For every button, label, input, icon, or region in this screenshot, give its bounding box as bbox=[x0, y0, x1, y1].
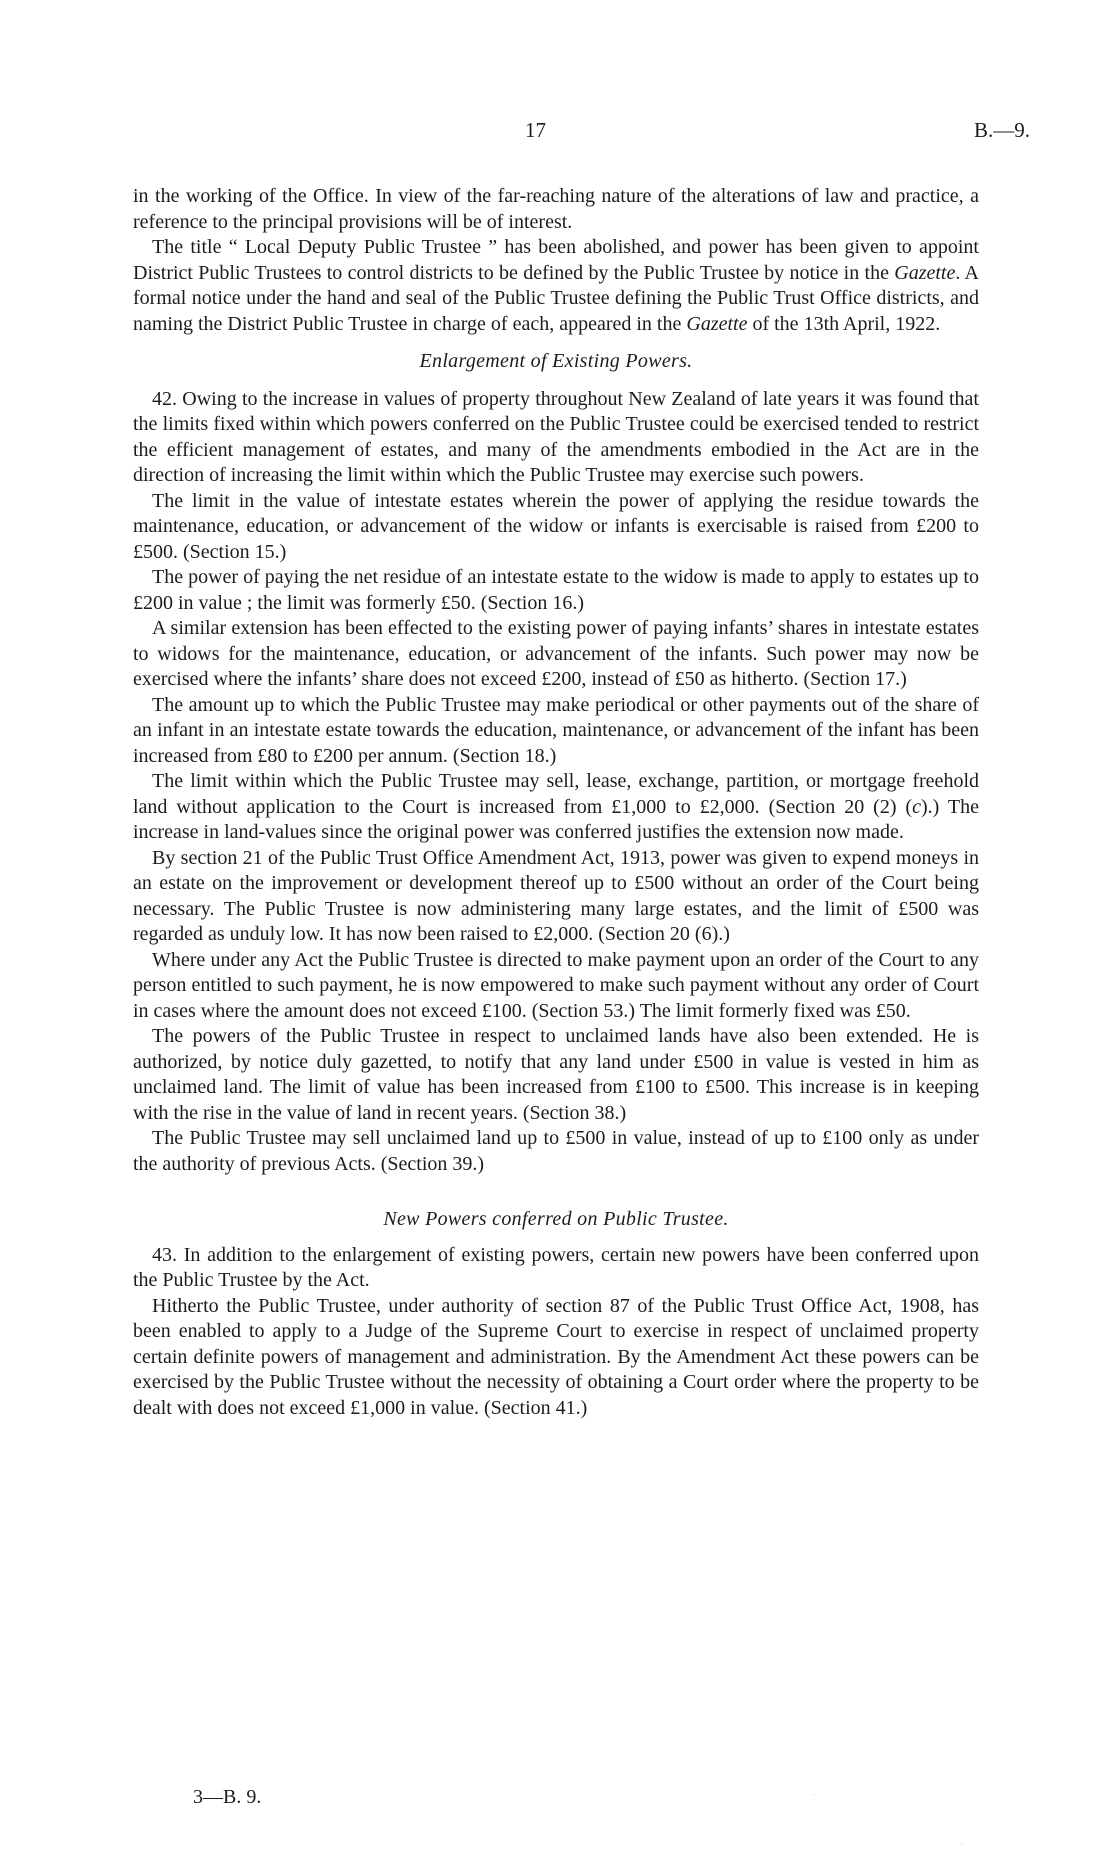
paragraph: The amount up to which the Public Trustee may make periodical or other payments out of the share of an infant in an intestate estate towards the education, maintenance, or advancement of the infant has been increased from £80 to £200 per annum. (Section 18.) bbox=[133, 693, 979, 767]
page-number: 17 bbox=[525, 118, 546, 142]
paragraph: The power of paying the net residue of an intestate estate to the widow is made to apply to estates up to £200 in value ; the limit was formerly £50. (Section 16.) bbox=[133, 566, 979, 614]
text-run: . A formal notice under the hand and seal of the Public Trustee defining the Public Trust Office districts, and naming the District Public Trustee in charge of each, appeared in the bbox=[133, 261, 980, 335]
paragraph: By section 21 of the Public Trust Office Amendment Act, 1913, power was given to expend moneys in an estate on the improvement or development thereof up to £500 without an order of the Court being necessary. The Public Trustee is now administering many large estates, and the limit of £500 was regarded as unduly low. It has now been raised to £2,000. (Section 20 (6).) bbox=[133, 846, 979, 945]
paragraph: 43. In addition to the enlargement of existing powers, certain new powers have been conferred upon the Public Trustee by the Act. bbox=[133, 1243, 979, 1291]
italic-letter: c bbox=[912, 795, 921, 818]
paragraph: The powers of the Public Trustee in respect to unclaimed lands have also been extended. He is authorized, by notice duly gazetted, to notify that any land under £500 in value is vested in him as unclaimed land. The limit of value has been increased from £100 to £500. This increase is in keeping with the rise in the value of land in recent years. (Section 38.) bbox=[133, 1025, 979, 1124]
paragraph: The Public Trustee may sell unclaimed land up to £500 in value, instead of up to £100 only as under the authority of previous Acts. (Section 39.) bbox=[133, 1127, 979, 1175]
page-header bbox=[0, 118, 1114, 148]
signature-mark: 3—B. 9. bbox=[193, 1786, 262, 1808]
text-run: ).) The increase in land-values since the original power was conferred justifies the extension now made. bbox=[133, 795, 979, 843]
text-run: of the 13th April, 1922. bbox=[747, 312, 941, 335]
paragraph: Hitherto the Public Trustee, under authority of section 87 of the Public Trust Office Act, 1908, has been enabled to apply to a Judge of the Supreme Court to exercise in respect of unclaimed property certain definite powers of management and administration. By the Amendment Act these powers can be exercised by the Public Trustee without the necessity of obtaining a Court order where the property to be dealt with does not exceed £1,000 in value. (Section 41.) bbox=[133, 1294, 979, 1419]
intro-paragraph-title bbox=[133, 235, 979, 337]
paragraph: A similar extension has been effected to the existing power of paying infants’ shares in intestate estates to widows for the maintenance, education, or advancement of the infants. Such power may now be exercised where the infants’ share does not exceed £200, instead of £50 as hitherto. (Section 17.) bbox=[133, 617, 979, 690]
intro-paragraph: in the working of the Office. In view of the far-reaching nature of the alterations of law and practice, a reference to the principal provisions will be of interest. bbox=[133, 185, 979, 233]
text-run: The limit within which the Public Trustee may sell, lease, exchange, partition, or mortgage freehold land without application to the Court is increased from £1,000 to £2,000. (Section 20 (2) ( bbox=[133, 770, 979, 818]
paragraph-freehold-land bbox=[133, 769, 979, 846]
paragraph: The limit in the value of intestate estates wherein the power of applying the residue towards the maintenance, education, or advancement of the widow or infants is exercisable is raised from £200 to £500. (Section 15.) bbox=[133, 489, 979, 563]
paper-speck: · bbox=[812, 1790, 816, 1801]
body-text bbox=[133, 184, 979, 1421]
paragraph: 42. Owing to the increase in values of property throughout New Zealand of late years it was found that the limits fixed within which powers conferred on the Public Trustee could be exercised tended to restrict the efficient management of estates, and many of the amendments embodied in the Act are in the direction of increasing the limit within which the Public Trustee may exercise such powers. bbox=[133, 387, 979, 486]
document-reference: B.—9. bbox=[974, 118, 1031, 142]
paper-speck: · bbox=[960, 1840, 964, 1851]
gazette-italic: Gazette bbox=[686, 312, 748, 335]
text-run: The title “ Local Deputy Public Trustee ” has been abolished, and power has been given to appoint District Public Trustees to control districts to be defined by the Public Trustee by notice in the bbox=[133, 236, 979, 284]
section-heading-enlargement: Enlargement of Existing Powers. bbox=[419, 350, 693, 372]
section-heading-new-powers: New Powers conferred on Public Trustee. bbox=[383, 1208, 729, 1230]
paragraph: Where under any Act the Public Trustee is directed to make payment upon an order of the Court to any person entitled to such payment, he is now empowered to make such payment without any order of Court in cases where the amount does not exceed £100. (Section 53.) The limit formerly fixed was £50. bbox=[133, 948, 979, 1022]
gazette-italic: Gazette bbox=[894, 261, 956, 284]
